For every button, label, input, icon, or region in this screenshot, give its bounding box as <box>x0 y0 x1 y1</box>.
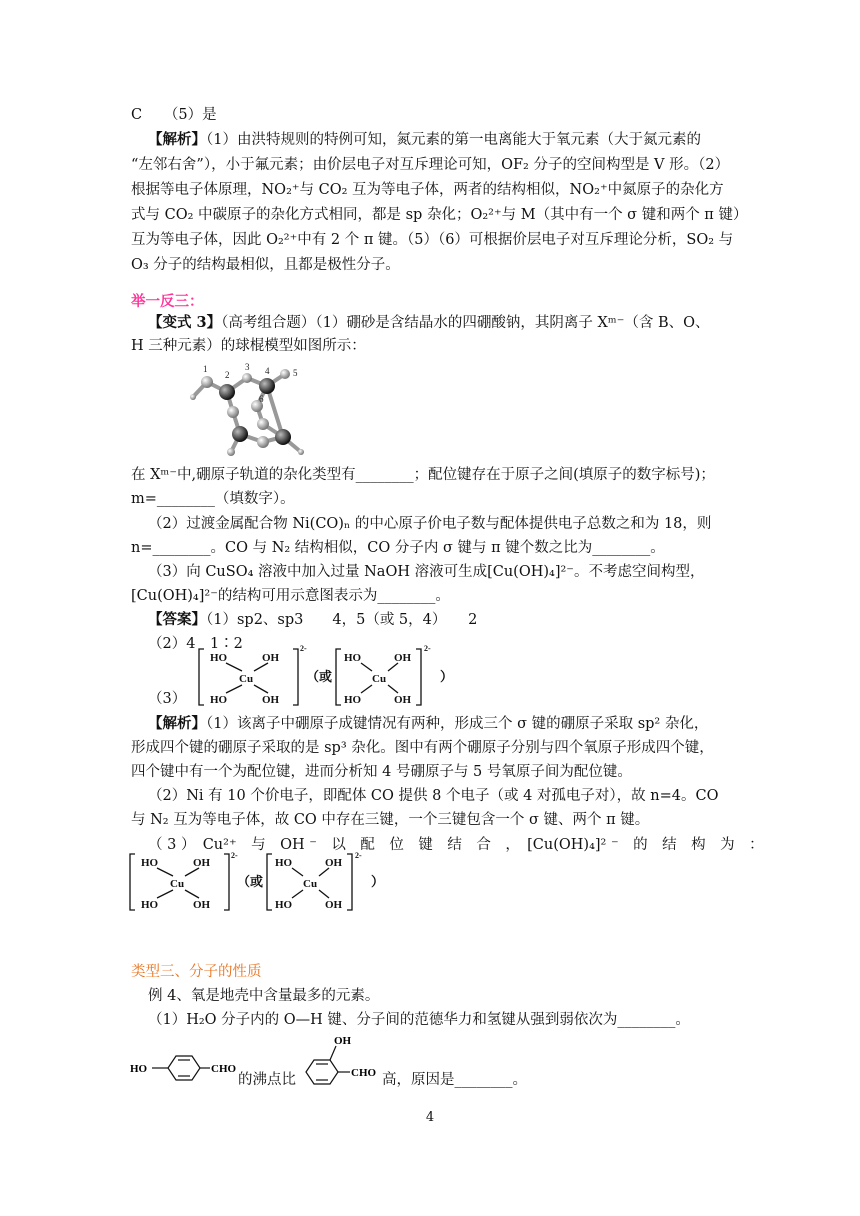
text: （高考组合题）（1）硼砂是含结晶水的四硼酸钠，其阴离子 Xᵐ⁻（含 B、O、 <box>221 315 710 331</box>
text-line: C （5）是 <box>131 107 217 123</box>
ligand-oh: OH <box>394 652 412 664</box>
ball-stick-model <box>185 362 320 462</box>
charge-label: 2- <box>300 644 307 653</box>
text-line: （3）向 CuSO₄ 溶液中加入过量 NaOH 溶液可生成[Cu(OH)₄]²⁻。不考虑空间构型， <box>148 564 705 580</box>
ligand-ho: HO <box>210 694 228 706</box>
text-line: 的沸点比 <box>238 1072 296 1088</box>
text-line: （ 3 ） Cu²⁺ 与 OH ⁻ 以 配 位 键 结 合 ， [Cu(OH)₄]² ⁻ 的 结 构 为 ： <box>148 837 764 853</box>
close-paren: ） <box>440 669 454 684</box>
section-heading: 举一反三： <box>131 293 204 310</box>
ball-label-1: 1 <box>203 364 208 374</box>
ligand-ho: HO <box>275 899 293 911</box>
ligand-oh: OH <box>262 694 280 706</box>
ball-label-6: 6 <box>259 394 264 404</box>
text-line: n=________。CO 与 N₂ 结构相似，CO 分子内 σ 键与 π 键个数之比为________。 <box>131 540 665 556</box>
text-line: （2）过渡金属配合物 Ni(CO)ₙ 的中心原子价电子数与配体提供电子总数之和为 18，则 <box>148 516 712 532</box>
text-line: （3） <box>148 691 187 707</box>
text-line <box>148 130 701 150</box>
group-ho: HO <box>130 1063 148 1075</box>
page-number: 4 <box>425 1110 435 1125</box>
text: （1）由洪特规则的特例可知，氮元素的第一电离能大于氧元素（大于氮元素的 <box>206 132 701 148</box>
section-heading: 类型三、分子的性质 <box>131 964 262 980</box>
ligand-ho: HO <box>141 899 159 911</box>
group-cho: CHO <box>351 1067 377 1079</box>
text-line <box>148 610 477 630</box>
para-hydroxybenzaldehyde-structure <box>128 1050 238 1086</box>
ligand-oh: OH <box>193 857 211 869</box>
metal-cu: Cu <box>170 878 185 890</box>
text-line: “左邻右舍”），小于氟元素；由价层电子对互斥理论可知，OF₂ 分子的空间构型是 V 形。（2） <box>131 157 730 173</box>
text-line <box>148 714 708 734</box>
text: （1）该离子中硼原子成键情况有两种，形成三个 σ 键的硼原子采取 sp² 杂化， <box>206 716 709 732</box>
ball-label-3: 3 <box>245 362 250 372</box>
text: （1）sp2、sp3 4，5（或 5，4） 2 <box>206 612 478 628</box>
text-line: H 三种元素）的球棍模型如图所示： <box>131 338 366 354</box>
ligand-ho: HO <box>141 857 159 869</box>
ligand-oh: OH <box>325 899 343 911</box>
or-label: （或 <box>237 874 264 889</box>
text-line: 根据等电子体原理，NO₂⁺与 CO₂ 互为等电子体，两者的结构相似，NO₂⁺中氮原子的杂化方 <box>131 182 724 198</box>
charge-label: 2- <box>355 851 362 860</box>
text-line: O₃ 分子的结构最相似，且都是极性分子。 <box>131 257 400 273</box>
cu-complex-diagram-answer <box>196 643 466 711</box>
text-line: 例 4、氧是地壳中含量最多的元素。 <box>148 988 380 1004</box>
label-jiexi: 【解析】 <box>148 715 206 732</box>
text-line: （1）H₂O 分子内的 O—H 键、分子间的范德华力和氢键从强到弱依次为________。 <box>148 1012 690 1028</box>
charge-label: 2- <box>424 644 431 653</box>
ligand-oh: OH <box>262 652 280 664</box>
group-oh: OH <box>334 1035 352 1047</box>
metal-cu: Cu <box>303 878 318 890</box>
ball-label-5: 5 <box>293 368 298 378</box>
text-line: [Cu(OH)₄]²⁻的结构可用示意图表示为________。 <box>131 588 450 604</box>
text-line: 四个键中有一个为配位键，进而分析知 4 号硼原子与 5 号氧原子间为配位键。 <box>131 764 632 780</box>
metal-cu: Cu <box>239 673 254 685</box>
ligand-ho: HO <box>344 652 362 664</box>
ball-label-4: 4 <box>265 366 270 376</box>
label-daan: 【答案】 <box>148 611 206 628</box>
text-line: 互为等电子体，因此 O₂²⁺中有 2 个 π 键。（5）（6）可根据价层电子对互斥理论分析，SO₂ 与 <box>131 232 734 248</box>
ortho-hydroxybenzaldehyde-structure <box>300 1030 382 1090</box>
label-bianshi: 【变式 3】 <box>148 314 222 331</box>
text-line: 形成四个键的硼原子采取的是 sp³ 杂化。图中有两个硼原子分别与四个氧原子形成四个键， <box>131 740 714 756</box>
ligand-oh: OH <box>325 857 343 869</box>
metal-cu: Cu <box>372 673 387 685</box>
text-line: （2）4 1∶2 <box>148 636 243 652</box>
ligand-ho: HO <box>344 694 362 706</box>
text-line: 式与 CO₂ 中碳原子的杂化方式相同，都是 sp 杂化；O₂²⁺与 M（其中有一个 σ 键和两个 π 键） <box>131 207 748 223</box>
text-line: m=________（填数字）。 <box>131 491 295 507</box>
text-line <box>148 313 710 333</box>
ligand-oh: OH <box>193 899 211 911</box>
close-paren: ） <box>371 874 385 889</box>
text-line: 在 Xᵐ⁻中,硼原子轨道的杂化类型有________；配位键存在于原子之间(填原子的数字标号)； <box>131 467 715 483</box>
or-label: （或 <box>306 669 333 684</box>
ligand-oh: OH <box>394 694 412 706</box>
ball-label-2: 2 <box>225 370 230 380</box>
label-jiexi: 【解析】 <box>148 131 206 148</box>
cu-complex-diagram-explanation <box>127 850 397 916</box>
ligand-ho: HO <box>275 857 293 869</box>
text-line: 与 N₂ 互为等电子体，故 CO 中存在三键，一个三键包含一个 σ 键、两个 π 键。 <box>131 812 650 828</box>
group-cho: CHO <box>211 1063 237 1075</box>
ligand-ho: HO <box>210 652 228 664</box>
text-line: 高，原因是________。 <box>382 1072 527 1088</box>
charge-label: 2- <box>231 851 238 860</box>
text-line: （2）Ni 有 10 个价电子，即配体 CO 提供 8 个电子（或 4 对孤电子对），故 n=4。CO <box>148 788 719 804</box>
